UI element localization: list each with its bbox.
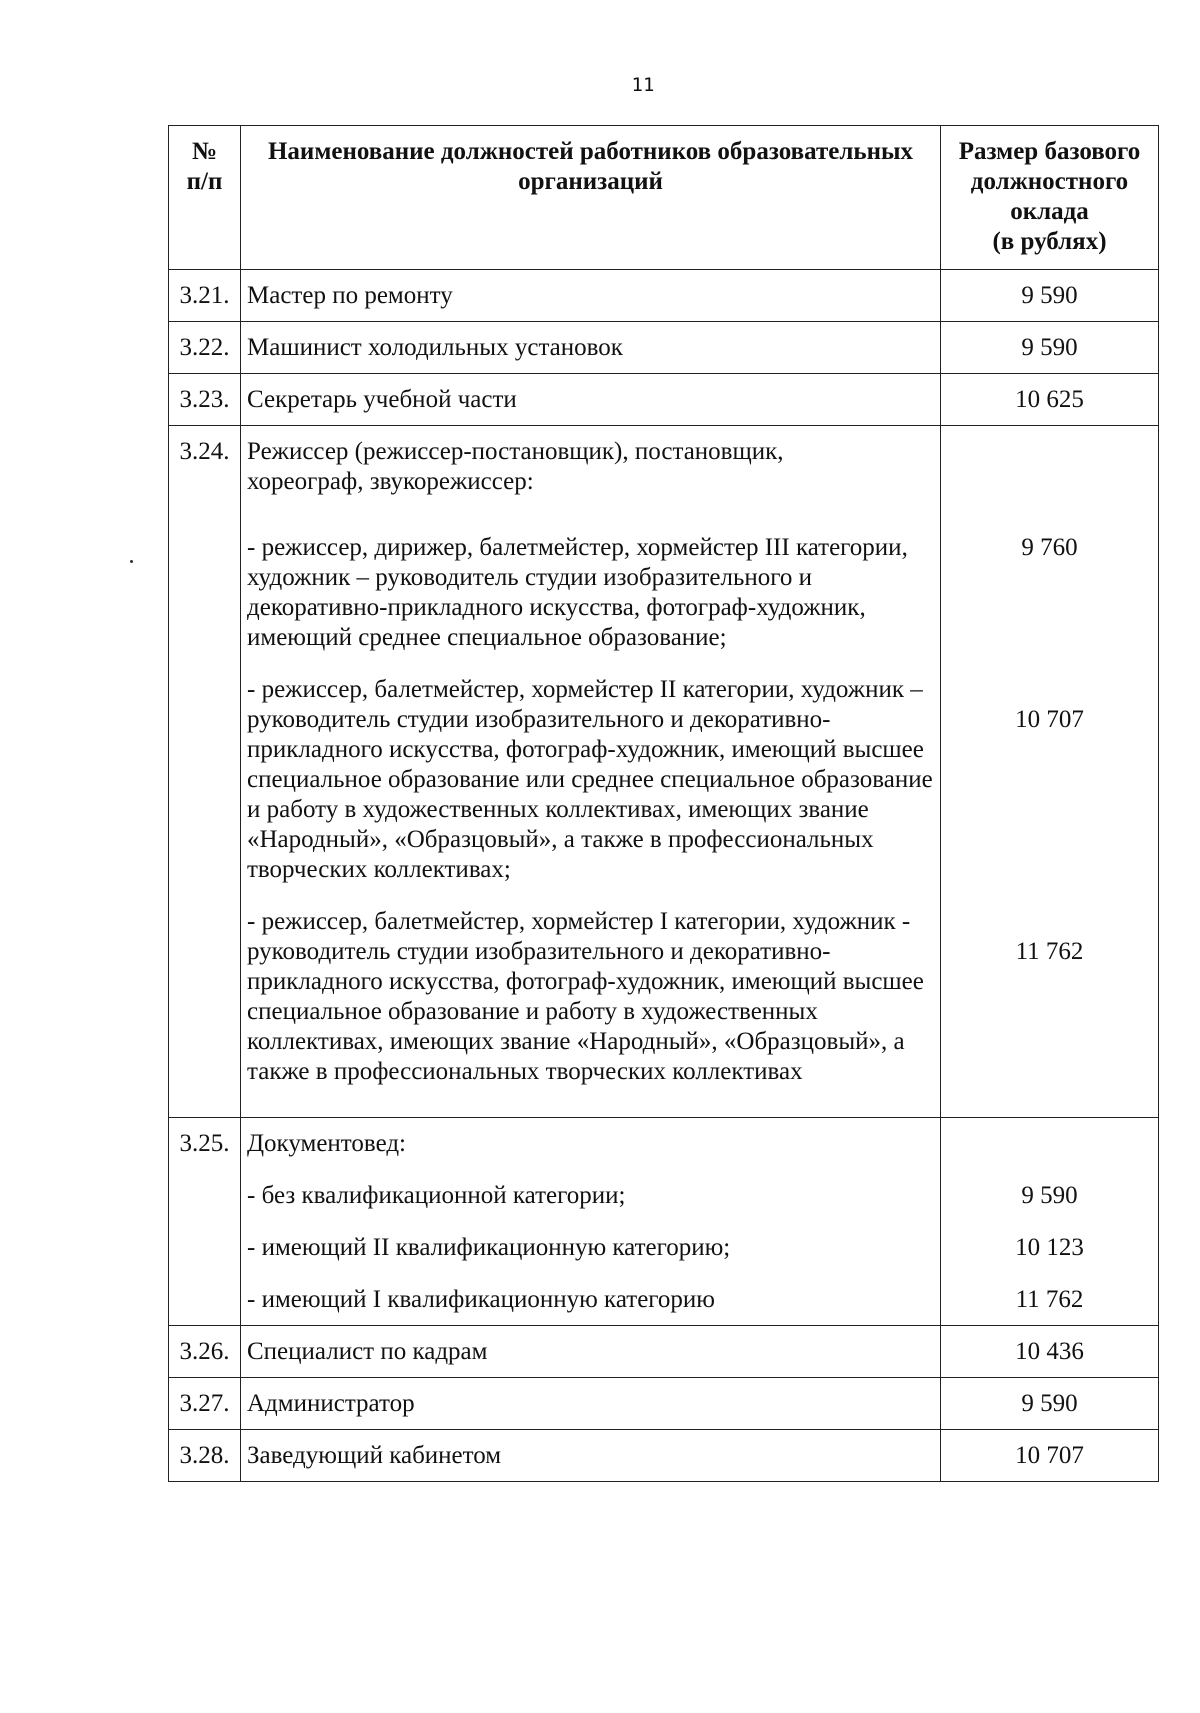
group-item: - имеющий II квалификационную категорию; <box>247 1234 731 1261</box>
row-number: 3.26. <box>169 1326 241 1378</box>
table-row <box>169 374 1159 426</box>
row-salary: 9 590 <box>941 322 1159 374</box>
table-row <box>169 270 1159 322</box>
group-item: - без квалификационной категории; <box>247 1182 626 1209</box>
row-position-group <box>241 1118 941 1326</box>
group-item: - имеющий I квалификационную категорию <box>247 1286 715 1313</box>
table-row-3-24 <box>169 426 1159 1118</box>
group-title: Режиссер (режиссер-постановщик), постановщик, хореограф, звукорежиссер: <box>247 438 784 495</box>
row-position: Секретарь учебной части <box>241 374 941 426</box>
group-item: - режиссер, дирижер, балетмейстер, хормейстер III категории, художник – руководитель студии изобразительного и декоративно-прикладного искусства, фотограф-художник, имеющий среднее специальное образование; <box>247 534 908 651</box>
group-title: Документовед: <box>247 1130 406 1157</box>
row-number: 3.22. <box>169 322 241 374</box>
group-item-salary: 10 707 <box>1015 706 1084 733</box>
group-item-salary: 10 123 <box>1015 1234 1084 1261</box>
row-number: 3.24. <box>169 426 241 1118</box>
row-position-group <box>241 426 941 1118</box>
group-item: - режиссер, балетмейстер, хормейстер II категории, художник – руководитель студии изобразительного и декоративно-прикладного искусства, фотограф-художник, имеющий высшее специальное образование или среднее специальное образование и работу в художественных коллективах, имеющих звание «Народный», «Образцовый», а также в профессиональных творческих коллективах; <box>247 676 933 883</box>
row-number: 3.21. <box>169 270 241 322</box>
row-position: Администратор <box>241 1378 941 1430</box>
row-salary: 10 436 <box>941 1326 1159 1378</box>
row-salary-group <box>941 426 1159 1118</box>
group-item: - режиссер, балетмейстер, хормейстер I категории, художник - руководитель студии изобразительного и декоративно-прикладного искусства, фотограф-художник, имеющий высшее специальное образование и работу в художественных коллективах, имеющих звание «Народный», «Образцовый», а также в профессиональных творческих коллективах <box>247 908 924 1085</box>
row-number: 3.25. <box>169 1118 241 1326</box>
table-row-3-25 <box>169 1118 1159 1326</box>
header-number: № п/п <box>169 126 241 270</box>
header-position-name: Наименование должностей работников образовательных организаций <box>241 126 941 270</box>
row-number: 3.27. <box>169 1378 241 1430</box>
row-position: Заведующий кабинетом <box>241 1430 941 1482</box>
row-position: Специалист по кадрам <box>241 1326 941 1378</box>
table-row <box>169 1326 1159 1378</box>
row-salary: 9 590 <box>941 270 1159 322</box>
group-item-salary: 11 762 <box>1015 938 1084 965</box>
row-position: Машинист холодильных установок <box>241 322 941 374</box>
header-salary: Размер базового должностного оклада (в рублях) <box>941 126 1159 270</box>
row-salary-group <box>941 1118 1159 1326</box>
table-row <box>169 1378 1159 1430</box>
table-header-row <box>169 126 1159 270</box>
page-number: 11 <box>631 74 655 96</box>
group-item-salary: 9 760 <box>1021 534 1078 561</box>
row-salary: 9 590 <box>941 1378 1159 1430</box>
row-number: 3.28. <box>169 1430 241 1482</box>
table-row <box>169 1430 1159 1482</box>
row-number: 3.23. <box>169 374 241 426</box>
group-item-salary: 9 590 <box>1021 1182 1078 1209</box>
salary-table <box>168 125 1159 1482</box>
row-salary: 10 625 <box>941 374 1159 426</box>
group-item-salary: 11 762 <box>1015 1286 1084 1313</box>
row-position: Мастер по ремонту <box>241 270 941 322</box>
scan-speck <box>130 560 133 563</box>
row-salary: 10 707 <box>941 1430 1159 1482</box>
table-row <box>169 322 1159 374</box>
